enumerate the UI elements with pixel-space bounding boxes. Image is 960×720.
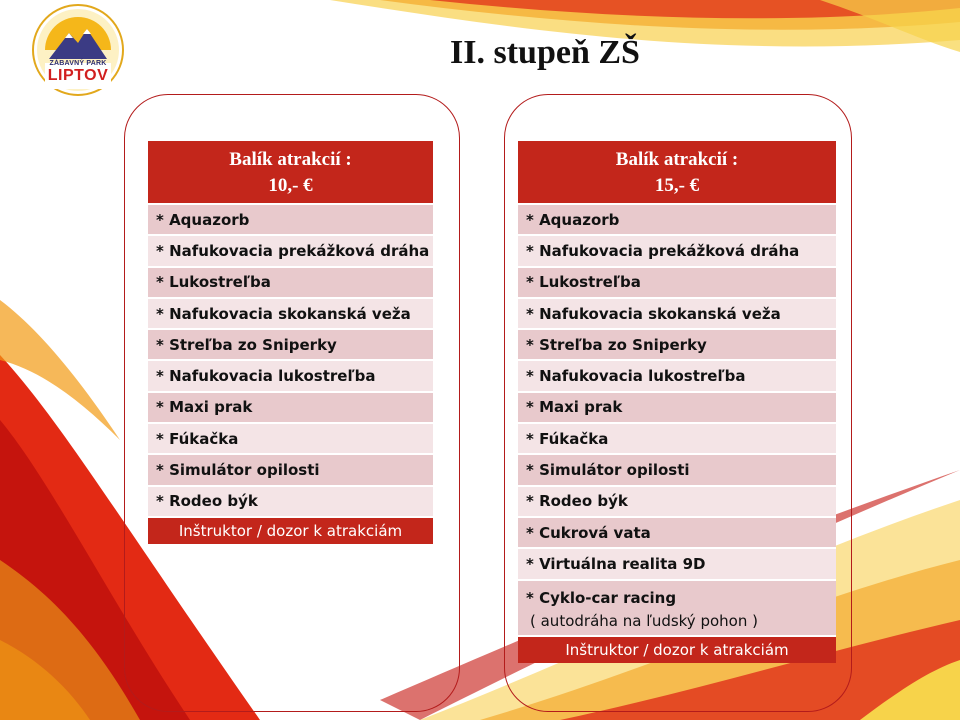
- list-item: * Rodeo býk: [148, 487, 433, 518]
- logo-name: LIPTOV: [47, 67, 109, 84]
- package-price: 10,- €: [268, 175, 313, 196]
- list-item: * Nafukovacia lukostreľba: [148, 361, 433, 392]
- list-item: * Virtuálna realita 9D: [518, 549, 836, 580]
- list-item: * Fúkačka: [518, 424, 836, 455]
- list-item: * Fúkačka: [148, 424, 433, 455]
- list-item: * Lukostreľba: [518, 268, 836, 299]
- attraction-list: [148, 205, 433, 518]
- package-header: [518, 141, 836, 205]
- list-item: [518, 581, 836, 637]
- list-item: * Nafukovacia skokanská veža: [148, 299, 433, 330]
- list-item: * Nafukovacia skokanská veža: [518, 299, 836, 330]
- list-item: * Streľba zo Sniperky: [148, 330, 433, 361]
- list-item: * Nafukovacia prekážková dráha: [148, 236, 433, 267]
- package-card-10: [148, 141, 433, 544]
- list-item-note: ( autodráha na ľudský pohon ): [530, 611, 758, 630]
- package-header-title: Balík atrakcií :: [229, 149, 352, 170]
- park-logo: [31, 3, 125, 97]
- list-item: * Aquazorb: [518, 205, 836, 236]
- list-item: * Cukrová vata: [518, 518, 836, 549]
- logo-subtitle: ZÁBAVNÝ PARK: [49, 60, 107, 67]
- list-item: * Streľba zo Sniperky: [518, 330, 836, 361]
- attraction-list: [518, 205, 836, 637]
- list-item: * Simulátor opilosti: [148, 455, 433, 486]
- list-item: * Maxi prak: [148, 393, 433, 424]
- package-price: 15,- €: [654, 175, 700, 196]
- list-item: * Maxi prak: [518, 393, 836, 424]
- list-item: * Nafukovacia lukostreľba: [518, 361, 836, 392]
- package-footer: Inštruktor / dozor k atrakciám: [518, 637, 836, 663]
- list-item: * Simulátor opilosti: [518, 455, 836, 486]
- package-header: [148, 141, 433, 205]
- page-title: II. stupeň ZŠ: [450, 34, 640, 71]
- list-item-label: * Cyklo-car racing: [526, 588, 677, 607]
- list-item: * Rodeo býk: [518, 487, 836, 518]
- list-item: * Aquazorb: [148, 205, 433, 236]
- package-footer: Inštruktor / dozor k atrakciám: [148, 518, 433, 544]
- package-card-15: [518, 141, 836, 663]
- package-header-title: Balík atrakcií :: [615, 149, 739, 170]
- list-item: * Lukostreľba: [148, 268, 433, 299]
- list-item: * Nafukovacia prekážková dráha: [518, 236, 836, 267]
